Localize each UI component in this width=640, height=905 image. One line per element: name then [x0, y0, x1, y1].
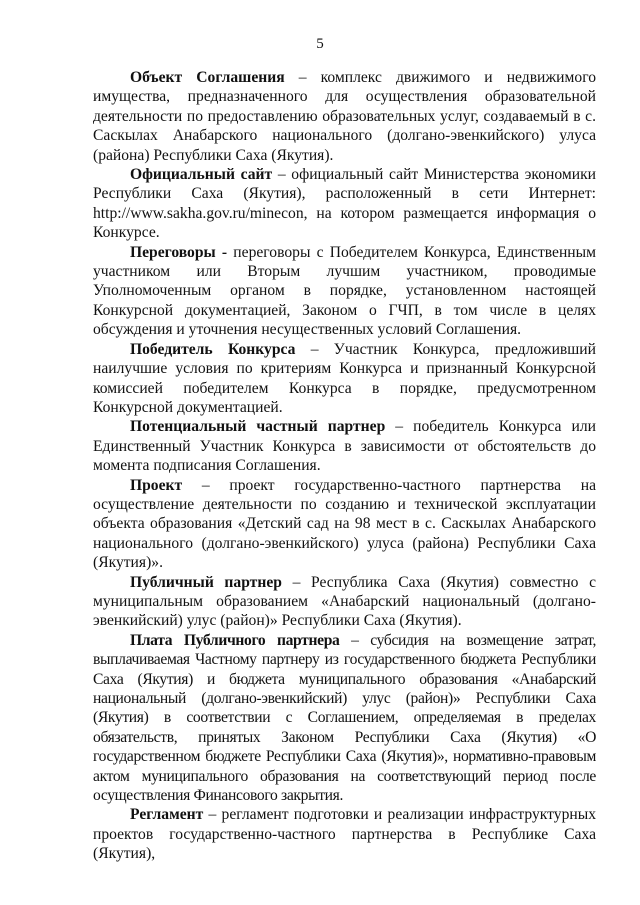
definition-text: – победитель Конкурса или Единственный Участник Конкурса в зависимости от обстоятельств до момента подписания Соглашения. — [93, 418, 596, 475]
definition-text: – регламент подготовки и реализации инфраструктурных проектов государственно-частного партнерства в Республике Саха (Якутия), — [93, 806, 596, 863]
page-number: 5 — [316, 36, 324, 52]
definition-paragraph — [93, 476, 596, 573]
definition-term: Победитель Конкурса — [130, 340, 296, 358]
definition-paragraph — [93, 417, 596, 475]
definition-text: – субсидия на возмещение затрат, выплачиваемая Частному партнеру из государственного бюджета Республики Саха (Якутия) и бюджета муниципального образования «Анабарский национальный (долгано-эвенкийский) улус (район)» Республики Саха (Якутия) в соответствии с Соглашением, определяемая в пределах обязательств, принятых Законом Республики Саха (Якутия) «О государственном бюджете Республики Саха (Якутия)», нормативно-правовым актом муниципального образования на соответствующий период после осуществления Финансового закрытия. — [93, 631, 596, 805]
definition-term: Регламент — [130, 806, 204, 824]
definition-term: Проект — [130, 476, 183, 494]
definition-paragraph — [93, 68, 596, 165]
definition-text: – официальный сайт Министерства экономики Республики Саха (Якутия), расположенный в сети Интернет: http://www.sakha.gov.ru/minecon, на котором размещается информация о Конкурсе. — [93, 166, 596, 242]
definition-term: Переговоры - — [130, 243, 228, 261]
definition-text: – Участник Конкурса, предложивший наилучшие условия по критериям Конкурса и признанный Конкурсной комиссией победителем Конкурса в порядке, предусмотренном Конкурсной документацией. — [93, 340, 596, 416]
definition-text: – комплекс движимого и недвижимого имущества, предназначенного для осуществления образовательной деятельности по предоставлению образовательных услуг, создаваемый в с. Саскылах Анабарского национального (долгано-эвенкийского) улуса (района) Республики Саха (Якутия). — [93, 69, 596, 164]
definition-term: Официальный сайт — [130, 166, 273, 184]
definition-paragraph — [93, 243, 596, 340]
definition-paragraph — [93, 631, 596, 806]
definition-paragraph — [93, 573, 596, 631]
definition-text: – Республика Саха (Якутия) совместно с муниципальным образованием «Анабарский национальный (долгано-эвенкийский) улус (район)» Республики Саха (Якутия). — [93, 573, 597, 630]
definition-term: Плата Публичного партнера — [130, 631, 340, 649]
definition-text: переговоры с Победителем Конкурса, Единственным участником или Вторым лучшим участником, проводимые Уполномоченным органом в порядке, установленном настоящей Конкурсной документацией, Законом о ГЧП, в том числе в целях обсуждения и уточнения несущественных условий Соглашения. — [93, 243, 596, 339]
definition-paragraph — [93, 340, 596, 418]
definition-paragraph — [93, 805, 596, 863]
definition-paragraph — [93, 165, 596, 243]
definition-term: Потенциальный частный партнер — [130, 418, 386, 436]
definition-term: Объект Соглашения — [130, 69, 285, 86]
definition-text: – проект государственно-частного партнерства на осуществление деятельности по созданию и технической эксплуатации объекта образования «Детский сад на 98 мест в с. Саскылах Анабарского национального (долгано-эвенкийского) улуса (района) Республики Саха (Якутия)». — [93, 476, 596, 572]
definition-term: Публичный партнер — [130, 573, 282, 591]
document-body — [93, 68, 596, 864]
